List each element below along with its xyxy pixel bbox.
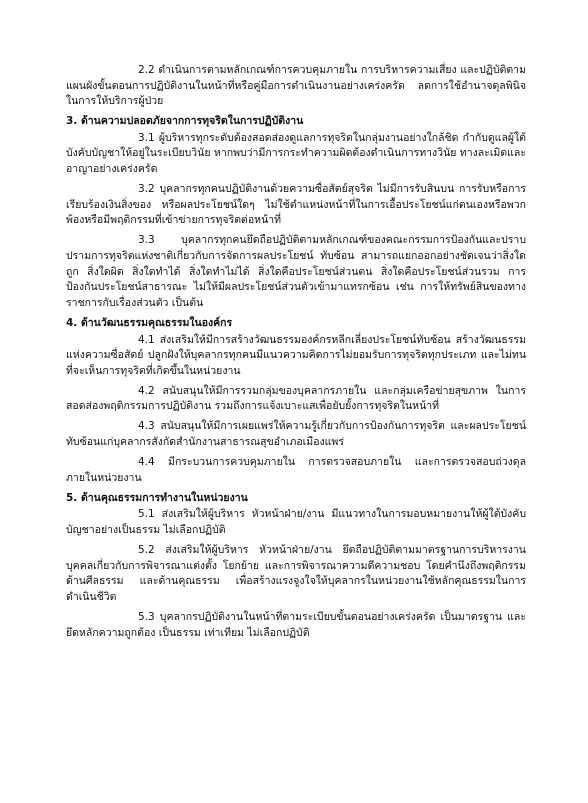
- section-5-heading: 5. ด้านคุณธรรมการทำงานในหน่วยงาน: [66, 491, 248, 504]
- paragraph-3-2: 3.2 บุคลากรทุกคนปฏิบัติงานด้วยความซื่อสัตย์สุจริต ไม่มีการรับสินบน การรับหรือการเรียบร้องเงินสิ่งของ หรือผลประโยชน์ใดๆ ไม่ใช้ตำแหน่งหน้าที่ในการเอื้อประโยชน์แก่ตนเองหรือพวกพ้องหรือมีพฤติกรรมที่เข้าข่ายการทุจริตต่อหน้าที่: [66, 183, 526, 227]
- paragraph-4-4: 4.4 มีกระบวนการควบคุมภายใน การตรวจสอบภายใน และการตรวจสอบถ่วงดุลภายในหน่วยงาน: [66, 456, 526, 484]
- section-3-heading: 3. ด้านความปลอดภัยจากการทุจริตในการปฏิบัติงาน: [66, 115, 304, 128]
- paragraph-2-2: 2.2 ดำเนินการตามหลักเกณฑ์การควบคุมภายใน การบริหารความเสี่ยง และปฏิบัติตามแผนผังขั้นตอนการปฏิบัติงานในหน้าที่หรือคู่มือการดำเนินงานอย่างเคร่งครัด ลดการใช้อำนาจดุลพินิจในการให้บริการผู้ป่วย: [66, 64, 526, 108]
- section-4-heading: 4. ด้านวัฒนธรรมคุณธรรมในองค์กร: [66, 316, 233, 329]
- paragraph-3-3: 3.3 บุคลากรทุกคนยึดถือปฏิบัติตามหลักเกณฑ์ของคณะกรรมการป้องกันและปราบปรามการทุจริตแห่งชาติเกี่ยวกับการจัดการผลประโยชน์ ทับซ้อน สามารถแยกออกอย่างชัดเจนว่าสิ่งใดถูก สิ่งใดผิด สิ่งใดทำได้ สิ่งใดทำไม่ได้ สิ่งใดคือประโยชน์ส่วนตน สิ่งใดคือประโยชน์ส่วนรวม การป้องกันประโยชน์สาธารณะ ไม่ให้มีผลประโยชน์ส่วนตัวเข้ามาแทรกซ้อน เช่น การให้ทรัพย์สินของทางราชการกับเรื่องส่วนตัว เป็นต้น: [66, 234, 526, 309]
- paragraph-3-1: 3.1 ผู้บริหารทุกระดับต้องสอดส่องดูแลการทุจริตในกลุ่มงานอย่างใกล้ชิด กำกับดูแลผู้ใต้บังคับบัญชาให้อยู่ในระเบียบวินัย หากพบว่ามีการกระทำความผิดต้องดำเนินการทางวินัย ทางละเมิดและอาญาอย่างเคร่งครัด: [66, 131, 526, 176]
- paragraph-4-1: 4.1 ส่งเสริมให้มีการสร้างวัฒนธรรมองค์กรหลีกเลี่ยงประโยชน์ทับซ้อน สร้างวัฒนธรรมแห่งความซื่อสัตย์ ปลูกฝังให้บุคลากรทุกคนมีแนวความคิดการไม่ยอมรับการทุจริตทุกประเภท และไม่ทนที่จะเห็นการทุจริตที่เกิดขึ้นในหน่วยงาน: [66, 333, 526, 377]
- paragraph-5-3: 5.3 บุคลากรปฏิบัติงานในหน้าที่ตามระเบียบขั้นตอนอย่างเคร่งครัด เป็นมาตรฐาน และยึดหลักความถูกต้อง เป็นธรรม เท่าเทียม ไม่เลือกปฏิบัติ: [66, 611, 526, 639]
- paragraph-5-1: 5.1 ส่งเสริมให้ผู้บริหาร หัวหน้าฝ่าย/งาน มีแนวทางในการมอบหมายงานให้ผู้ใต้บังคับบัญชาอย่างเป็นธรรม ไม่เลือกปฏิบัติ: [66, 508, 526, 537]
- document-body: [66, 63, 526, 646]
- paragraph-5-2: 5.2 ส่งเสริมให้ผู้บริหาร หัวหน้าฝ่าย/งาน ยึดถือปฏิบัติตามมาตรฐานการบริหารงานบุคคลเกี่ยวกับการพิจารณาแต่งตั้ง โยกย้าย และการพิจารณาความดีความชอบ โดยคำนึงถึงพฤติกรรมด้านศีลธรรม และด้านคุณธรรม เพื่อสร้างแรงจูงใจให้บุคลากรในหน่วยงานใช้หลักคุณธรรมในการดำเนินชีวิต: [66, 544, 526, 603]
- paragraph-4-2: 4.2 สนับสนุนให้มีการรวมกลุ่มของบุคลากรภายใน และกลุ่มเครือข่ายสุขภาพ ในการสอดส่องพฤติกรรมการปฏิบัติงาน รวมถึงการแจ้งเบาะแสเพื่อยับยั้งการทุจริตในหน้าที่: [66, 384, 526, 413]
- paragraph-4-3: 4.3 สนับสนุนให้มีการเผยแพร่ให้ความรู้เกี่ยวกับการป้องกันการทุจริต และผลประโยชน์ทับซ้อนแก่บุคลากรสังกัดสำนักงานสาธารณสุขอำเภอเมืองแพร่: [66, 420, 526, 449]
